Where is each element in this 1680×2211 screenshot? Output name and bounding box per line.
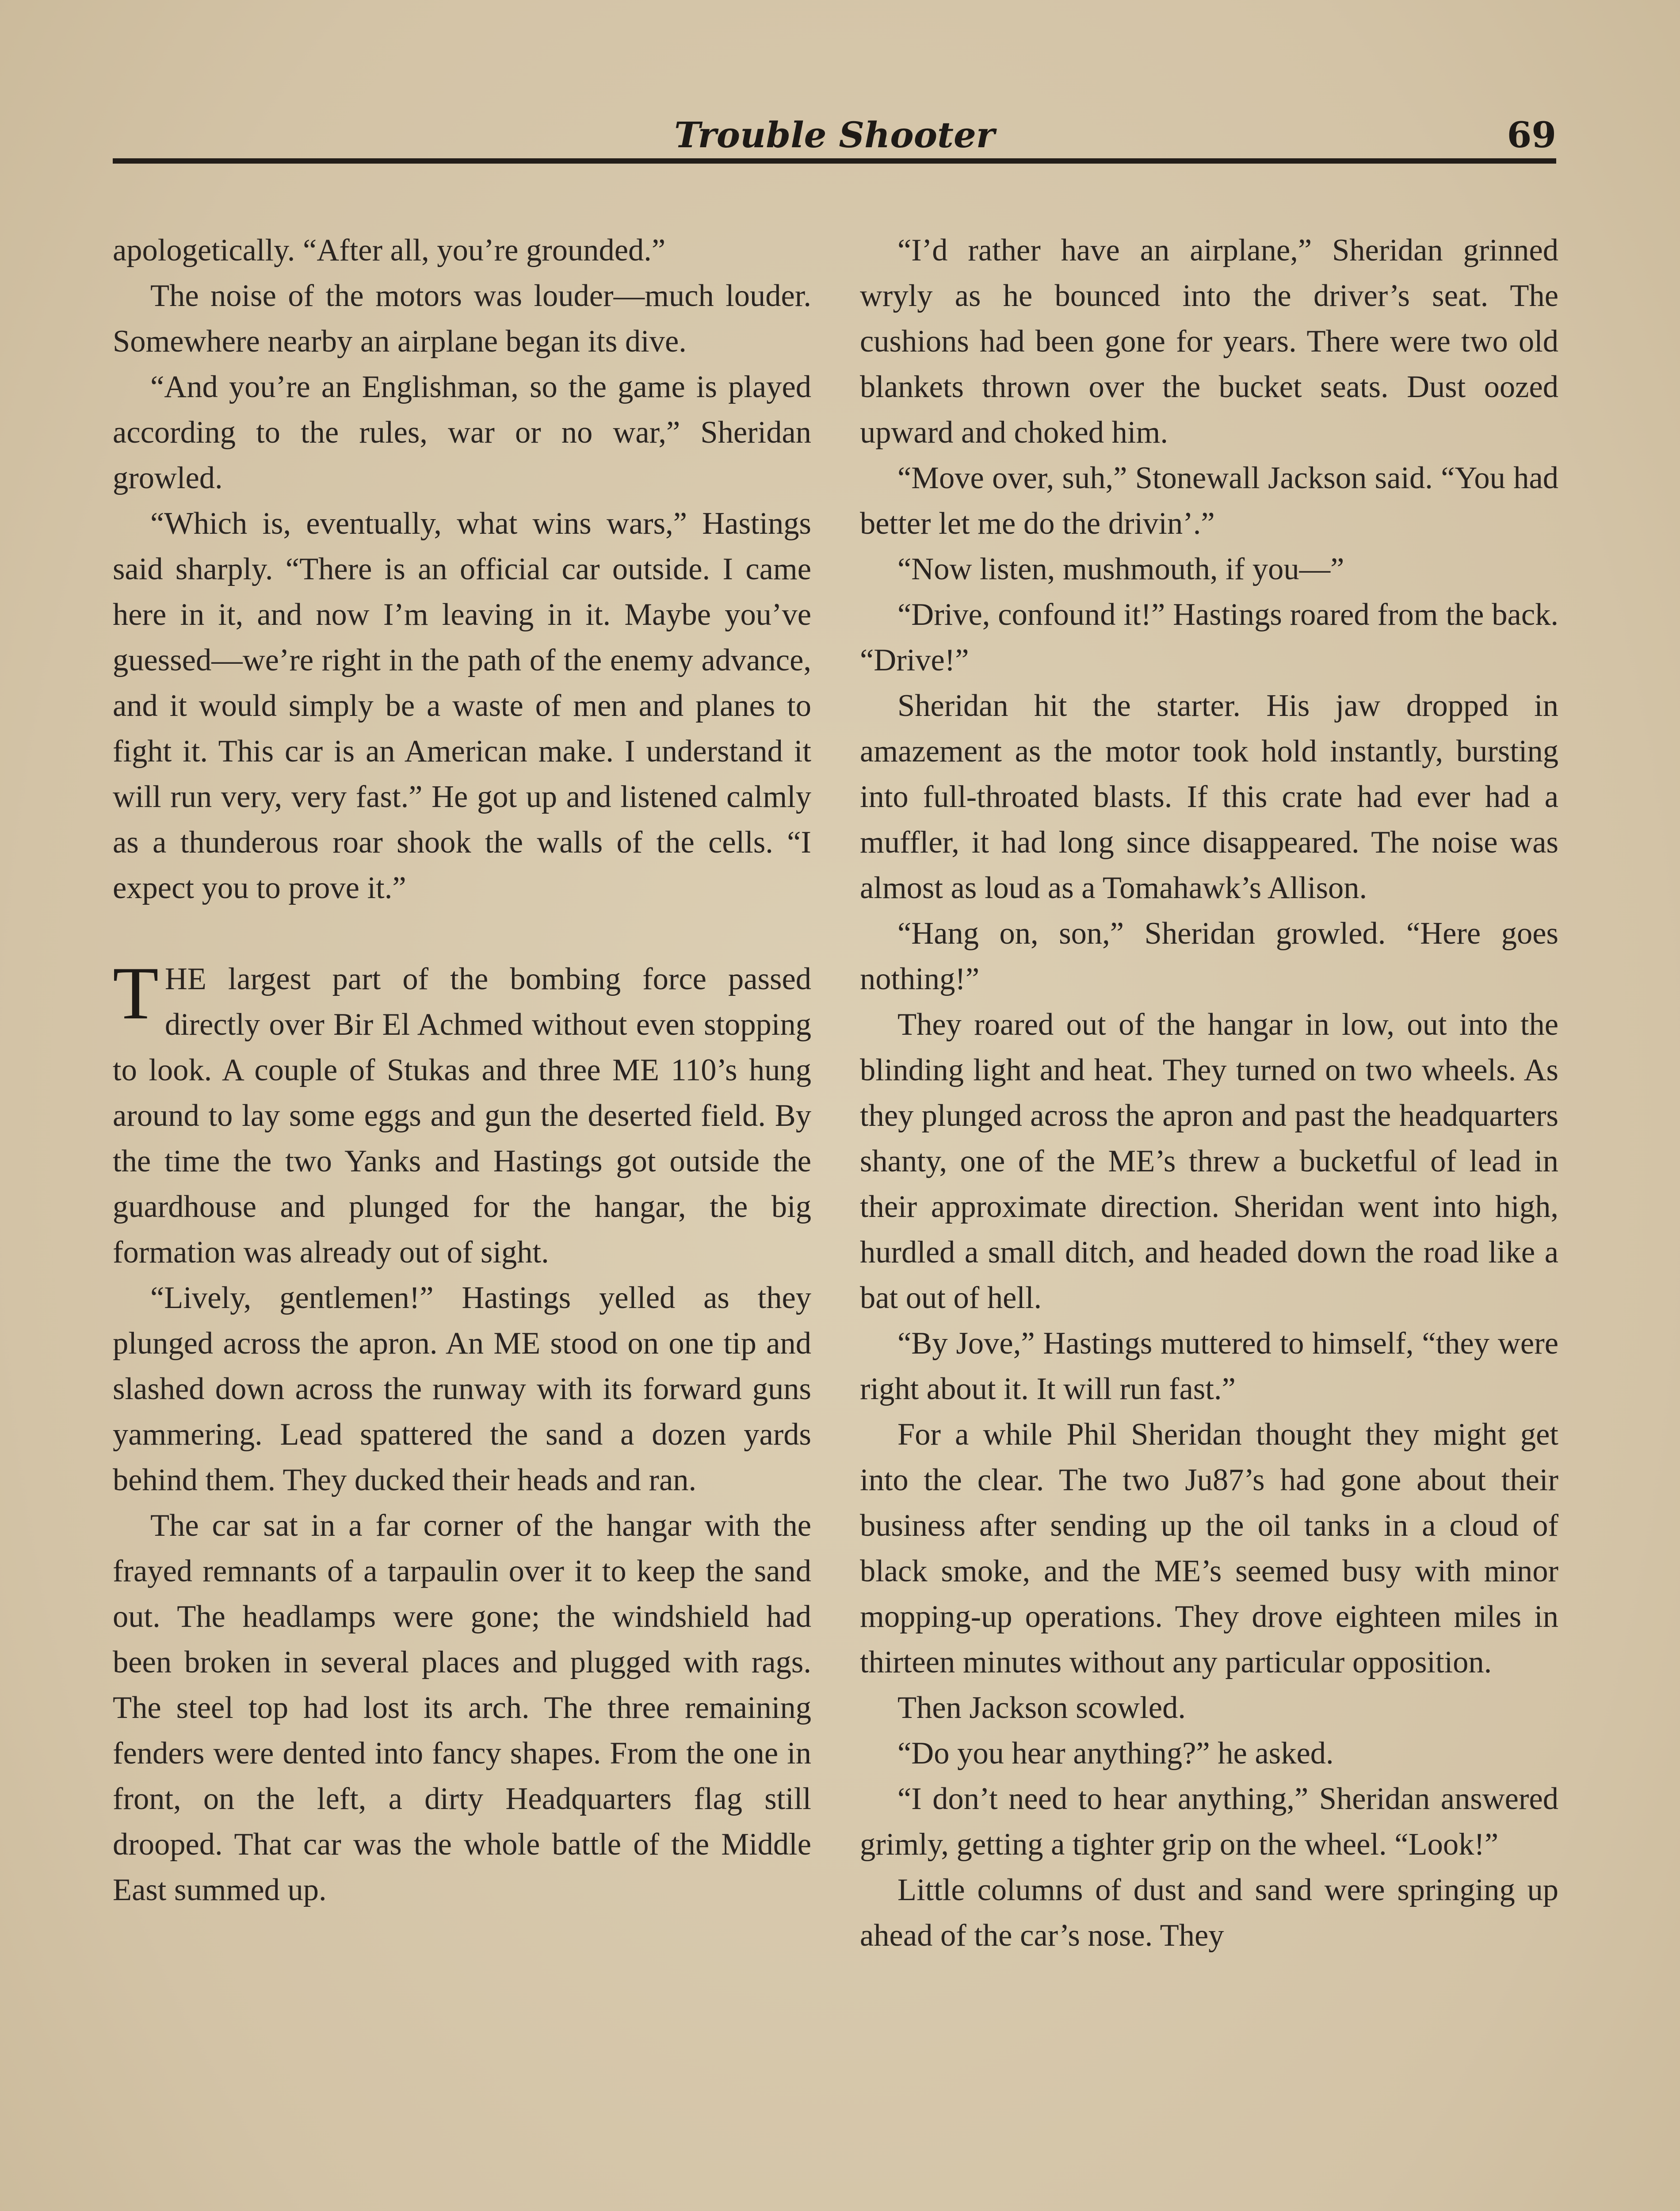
section-opening-paragraph — [113, 952, 811, 1275]
paragraph: “Drive, confound it!” Hastings roared from the back. “Drive!” — [860, 597, 1558, 677]
header-rule — [113, 158, 1556, 164]
section-opening-text: HE largest part of the bombing force passed directly over Bir El Achmed without even stopping to look. A couple of Stukas and three ME 110’s hung around to lay some eggs and gun the deserted field. By the time the two Yanks and Hastings got outside the guardhouse and plunged for the hangar, the big formation was already out of sight. — [113, 962, 811, 1270]
paragraph: The noise of the motors was louder—much louder. Somewhere nearby an airplane began its dive. — [113, 279, 811, 359]
paragraph: Sheridan hit the starter. His jaw dropped in amazement as the motor took hold instantly, bursting into full-throated blasts. If this crate had ever had a muffler, it had long since disappeared. The noise was almost as loud as a Tomahawk’s Allison. — [860, 689, 1558, 905]
paragraph: Little columns of dust and sand were springing up ahead of the car’s nose. They — [860, 1873, 1558, 1953]
paragraph: “Which is, eventually, what wins wars,” Hastings said sharply. “There is an official car outside. I came here in it, and now I’m leaving in it. Maybe you’ve guessed—we’re right in the path of the enemy advance, and it would simply be a waste of men and planes to fight it. This car is an American make. I understand it will run very, very fast.” He got up and listened calmly as a thunderous roar shook the walls of the cells. “I expect you to prove it.” — [113, 506, 811, 905]
page-number: 69 — [1507, 114, 1556, 156]
paragraph: “Hang on, son,” Sheridan growled. “Here goes nothing!” — [860, 916, 1558, 996]
paragraph: For a while Phil Sheridan thought they might get into the clear. The two Ju87’s had gone about their business after sending up the oil tanks in a cloud of black smoke, and the ME’s seemed busy with minor mopping-up operations. They drove eighteen miles in thirteen minutes without any particular opposition. — [860, 1417, 1558, 1679]
page-header — [113, 106, 1556, 155]
paragraph: “I don’t need to hear anything,” Sheridan answered grimly, getting a tighter grip on the wheel. “Look!” — [860, 1782, 1558, 1862]
paragraph: “Move over, suh,” Stonewall Jackson said. “You had better let me do the drivin’.” — [860, 461, 1558, 541]
paragraph: “I’d rather have an airplane,” Sheridan grinned wryly as he bounced into the driver’s seat. The cushions had been gone for years. There were two old blankets thrown over the bucket seats. Dust oozed upward and choked him. — [860, 233, 1558, 450]
paragraph: “And you’re an Englishman, so the game is played according to the rules, war or no war,” Sheridan growled. — [113, 370, 811, 495]
paragraph: “Now listen, mushmouth, if you—” — [897, 552, 1344, 586]
left-column — [113, 228, 811, 1913]
running-title: Trouble Shooter — [674, 114, 995, 156]
paragraph: “Do you hear anything?” he asked. — [897, 1736, 1334, 1771]
right-column — [860, 228, 1558, 1959]
paragraph: “By Jove,” Hastings muttered to himself, “they were right about it. It will run fast.” — [860, 1326, 1558, 1406]
paragraph: The car sat in a far corner of the hangar with the frayed remnants of a tarpaulin over it to keep the sand out. The headlamps were gone; the windshield had been broken in several places and plugged with rags. The steel top had lost its arch. The three remaining fenders were dented into fancy shapes. From the one in front, on the left, a dirty Headquarters flag still drooped. That car was the whole battle of the Middle East summed up. — [113, 1508, 811, 1907]
paragraph: They roared out of the hangar in low, out into the blinding light and heat. They turned on two wheels. As they plunged across the apron and past the headquarters shanty, one of the ME’s threw a bucketful of lead in their approximate direction. Sheridan went into high, hurdled a small ditch, and headed down the road like a bat out of hell. — [860, 1007, 1558, 1315]
paragraph: Then Jackson scowled. — [897, 1691, 1186, 1725]
drop-cap: T — [113, 952, 159, 1035]
paragraph: “Lively, gentlemen!” Hastings yelled as they plunged across the apron. An ME stood on one tip and slashed down across the runway with its forward guns yammering. Lead spattered the sand a dozen yards behind them. They ducked their heads and ran. — [113, 1281, 811, 1497]
paragraph: apologetically. “After all, you’re grounded.” — [113, 233, 666, 268]
